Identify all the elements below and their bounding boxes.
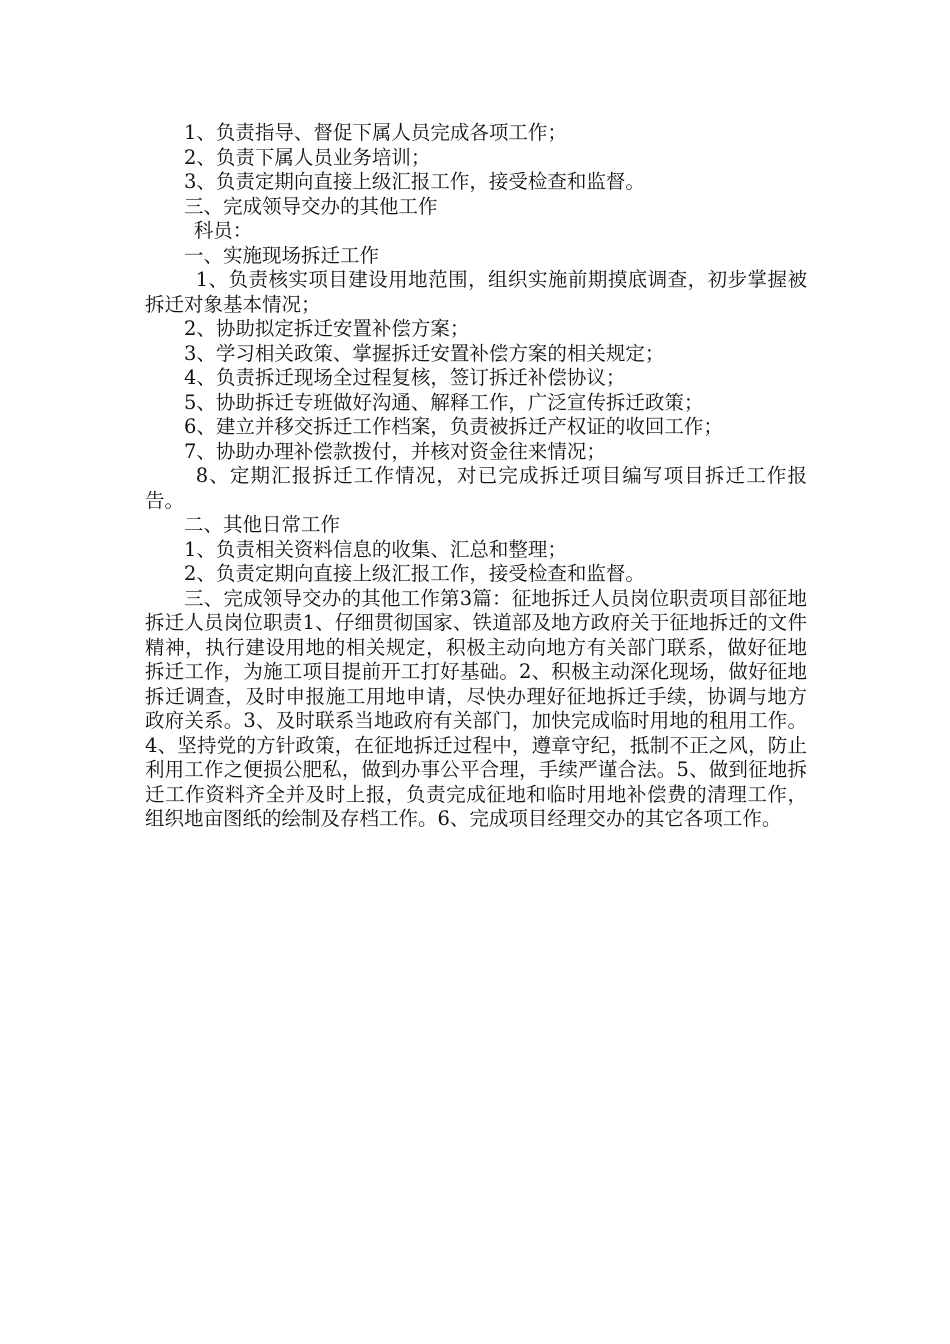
- paragraph: 1、负责相关资料信息的收集、汇总和整理；: [184, 537, 567, 561]
- paragraph: 8、定期汇报拆迁工作情况，对已完成拆迁项目编写项目拆迁工作报告。: [145, 464, 807, 512]
- role-heading: 科员：: [193, 219, 253, 242]
- paragraph: 4、负责拆迁现场全过程复核，签订拆迁补偿协议；: [184, 366, 626, 389]
- paragraph: 6、建立并移交拆迁工作档案，负责被拆迁产权证的收回工作；: [184, 415, 723, 438]
- document-body: [145, 121, 807, 832]
- paragraph: 2、负责定期向直接上级汇报工作，接受检查和监督。: [184, 562, 645, 585]
- paragraph: 5、协助拆迁专班做好沟通、解释工作，广泛宣传拆迁政策；: [184, 390, 704, 414]
- section-heading: 一、实施现场拆迁工作: [184, 243, 380, 267]
- section-heading: 二、其他日常工作: [184, 513, 341, 536]
- paragraph: 3、负责定期向直接上级汇报工作，接受检查和监督。: [184, 170, 645, 193]
- paragraph: 1、负责核实项目建设用地范围，组织实施前期摸底调查，初步掌握被拆迁对象基本情况；: [145, 268, 807, 316]
- paragraph: 2、负责下属人员业务培训；: [184, 145, 431, 169]
- section-heading: 三、完成领导交办的其他工作: [184, 194, 438, 218]
- paragraph: 1、负责指导、督促下属人员完成各项工作；: [184, 121, 567, 144]
- paragraph: 3、学习相关政策、掌握拆迁安置补偿方案的相关规定；: [184, 341, 665, 365]
- paragraph: 三、完成领导交办的其他工作第3篇：征地拆迁人员岗位职责项目部征地拆迁人员岗位职责1、仔细贯彻国家、铁道部及地方政府关于征地拆迁的文件精神，执行建设用地的相关规定，积极主动向地方有关部门联系，做好征地拆迁工作，为施工项目提前开工打好基础。2、积极主动深化现场，做好征地拆迁调查，及时申报施工用地申请，尽快办理好征地拆迁手续，协调与地方政府关系。3、及时联系当地政府有关部门，加快完成临时用地的租用工作。4、坚持党的方针政策，在征地拆迁过程中，遵章守纪，抵制不正之风，防止利用工作之便损公肥私，做到办事公平合理，手续严谨合法。5、做到征地拆迁工作资料齐全并及时上报，负责完成征地和临时用地补偿费的清理工作，组织地亩图纸的绘制及存档工作。6、完成项目经理交办的其它各项工作。: [145, 586, 807, 830]
- paragraph: 7、协助办理补偿款拨付，并核对资金往来情况；: [184, 439, 606, 463]
- paragraph: 2、协助拟定拆迁安置补偿方案；: [184, 317, 470, 340]
